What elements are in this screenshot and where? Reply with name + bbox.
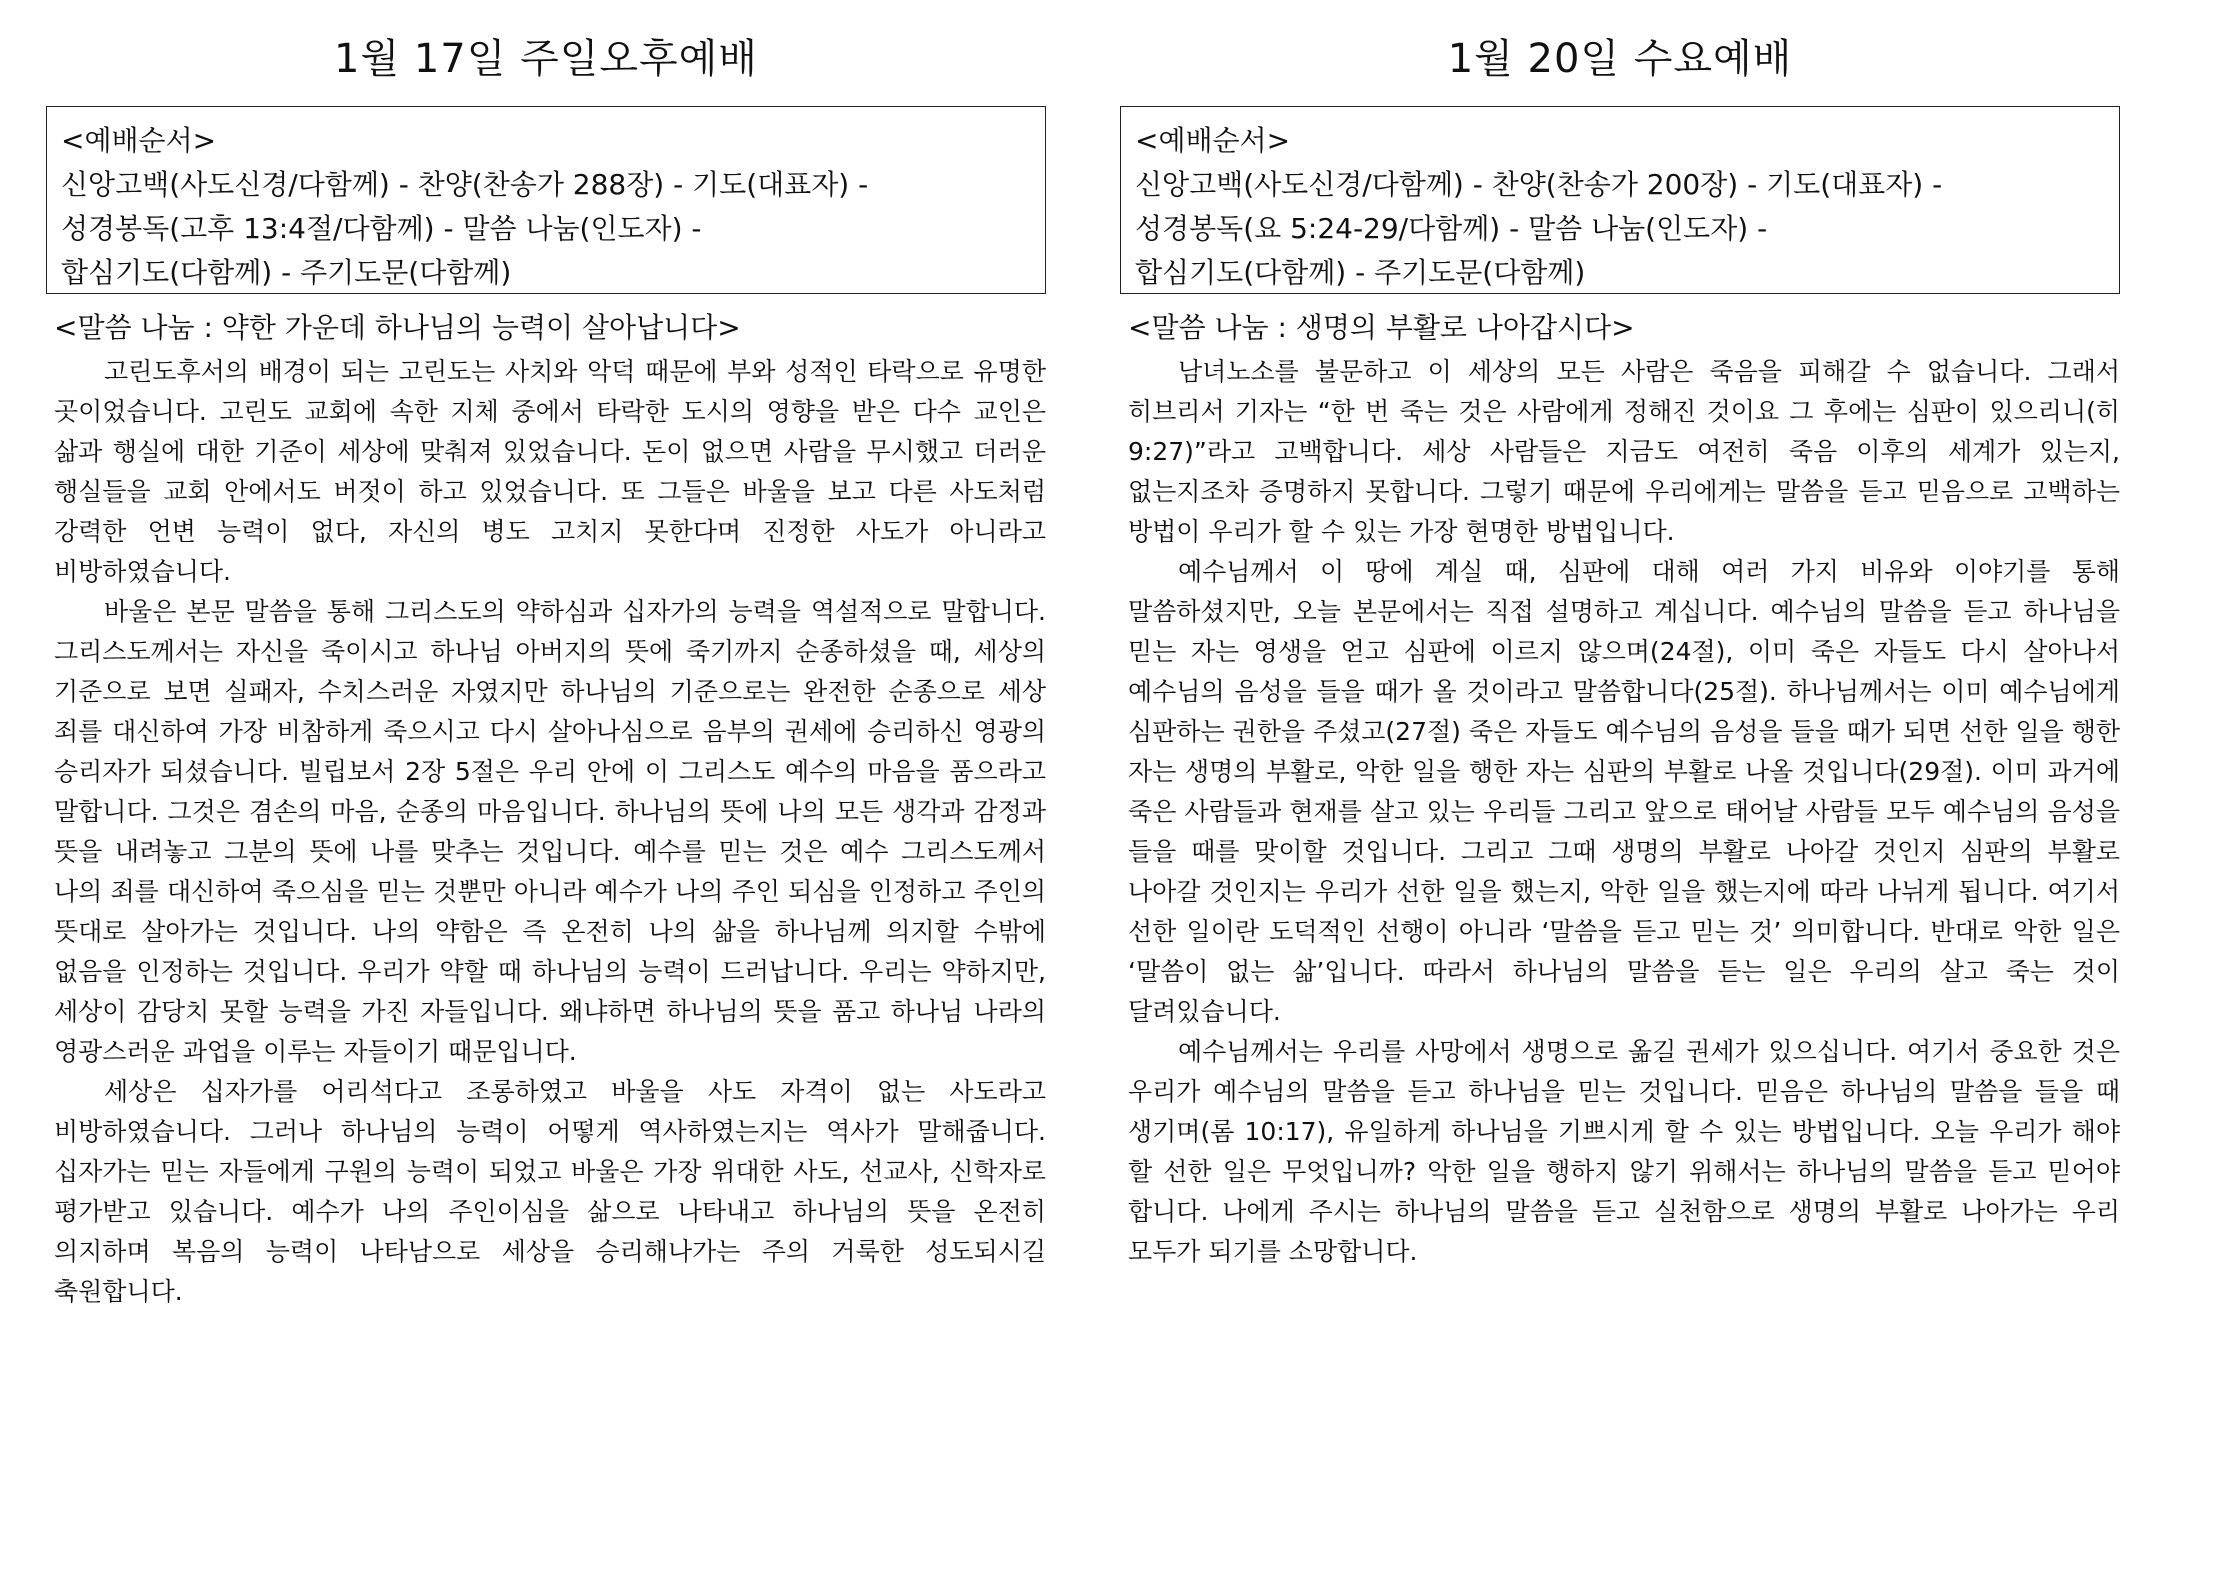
right-order-line-2: 성경봉독(요 5:24-29/다함께) - 말씀 나눔(인도자) - [1135, 212, 1768, 245]
left-order-line-1: 신앙고백(사도신경/다함께) - 찬양(찬송가 288장) - 기도(대표자) - [61, 168, 869, 201]
left-order-line-2: 성경봉독(고후 13:4절/다함께) - 말씀 나눔(인도자) - [61, 212, 702, 245]
left-paragraph-1: 고린도후서의 배경이 되는 고린도는 사치와 악덕 때문에 부와 성적인 타락으로 유명한 곳이었습니다. 고린도 교회에 속한 지체 중에서 타락한 도시의 영향을 받은 다수 교인은 삶과 행실에 대한 기준이 세상에 맞춰져 있었습니다. 돈이 없으면 사람을 무시했고 더러운 행실들을 교회 안에서도 버젓이 하고 있었습니다. 또 그들은 바울을 보고 다른 사도처럼 강력한 언변 능력이 없다, 자신의 병도 고치지 못한다며 진정한 사도가 아니라고 비방하였습니다. [54, 357, 1046, 586]
left-column [46, 0, 1046, 1312]
left-paragraph-2: 바울은 본문 말씀을 통해 그리스도의 약하심과 십자가의 능력을 역설적으로 말합니다. 그리스도께서는 자신을 죽이시고 하나님 아버지의 뜻에 죽기까지 순종하셨을 때, 세상의 기준으로 보면 실패자, 수치스러운 자였지만 하나님의 기준으로는 완전한 순종으로 세상 죄를 대신하여 가장 비참하게 죽으시고 다시 살아나심으로 음부의 권세에 승리하신 영광의 승리자가 되셨습니다. 빌립보서 2장 5절은 우리 안에 이 그리스도 예수의 마음을 품으라고 말합니다. 그것은 겸손의 마음, 순종의 마음입니다. 하나님의 뜻에 나의 모든 생각과 감정과 뜻을 내려놓고 그분의 뜻에 나를 맞추는 것입니다. 예수를 믿는 것은 예수 그리스도께서 나의 죄를 대신하여 죽으심을 믿는 것뿐만 아니라 예수가 나의 주인 되심을 인정하고 주인의 뜻대로 살아가는 것입니다. 나의 약함은 즉 온전히 나의 삶을 하나님께 의지할 수밖에 없음을 인정하는 것입니다. 우리가 약할 때 하나님의 능력이 드러납니다. 우리는 약하지만, 세상이 감당치 못할 능력을 가진 자들입니다. 왜냐하면 하나님의 뜻을 품고 하나님 나라의 영광스러운 과업을 이루는 자들이기 때문입니다. [54, 597, 1046, 1066]
right-page-title: 1월 20일 수요예배 [1447, 36, 1793, 82]
right-paragraph-2: 예수님께서 이 땅에 계실 때, 심판에 대해 여러 가지 비유와 이야기를 통해 말씀하셨지만, 오늘 본문에서는 직접 설명하고 계십니다. 예수님의 말씀을 듣고 하나님을 믿는 자는 영생을 얻고 심판에 이르지 않으며(24절), 이미 죽은 자들도 다시 살아나서 예수님의 음성을 들을 때가 올 것이라고 말씀합니다(25절). 하나님께서는 이미 예수님에게 심판하는 권한을 주셨고(27절) 죽은 자들도 예수님의 음성을 들을 때가 되면 선한 일을 행한 자는 생명의 부활로, 악한 일을 행한 자는 심판의 부활로 나올 것입니다(29절). 이미 과거에 죽은 사람들과 현재를 살고 있는 우리들 그리고 앞으로 태어날 사람들 모두 예수님의 음성을 들을 때를 맞이할 것입니다. 그리고 그때 생명의 부활로 나아갈 것인지 심판의 부활로 나아갈 것인지는 우리가 선한 일을 했는지, 악한 일을 했는지에 따라 나뉘게 됩니다. 여기서 선한 일이란 도덕적인 선행이 아니라 ‘말씀을 듣고 믿는 것’ 의미합니다. 반대로 악한 일은 ‘말씀이 없는 삶’입니다. 따라서 하나님의 말씀을 듣는 일은 우리의 살고 죽는 것이 달려있습니다. [1128, 557, 2120, 1026]
right-sermon-heading: <말씀 나눔 : 생명의 부활로 나아갑시다> [1128, 311, 1635, 344]
right-worship-order-box [1120, 106, 2120, 294]
left-paragraph-3: 세상은 십자가를 어리석다고 조롱하였고 바울을 사도 자격이 없는 사도라고 비방하였습니다. 그러나 하나님의 능력이 어떻게 역사하였는지는 역사가 말해줍니다. 십자가는 믿는 자들에게 구원의 능력이 되었고 바울은 가장 위대한 사도, 선교사, 신학자로 평가받고 있습니다. 예수가 나의 주인이심을 삶으로 나타내고 하나님의 뜻을 온전히 의지하며 복음의 능력이 나타남으로 세상을 승리해나가는 주의 거룩한 성도되시길 축원합니다. [54, 1077, 1046, 1306]
right-paragraph-3: 예수님께서는 우리를 사망에서 생명으로 옮길 권세가 있으십니다. 여기서 중요한 것은 우리가 예수님의 말씀을 듣고 하나님을 믿는 것입니다. 믿음은 하나님의 말씀을 들을 때 생기며(롬 10:17), 유일하게 하나님을 기쁘시게 할 수 있는 방법입니다. 오늘 우리가 해야 할 선한 일은 무엇입니까? 악한 일을 행하지 않기 위해서는 하나님의 말씀을 듣고 믿어야 합니다. 나에게 주시는 하나님의 말씀을 듣고 실천함으로 생명의 부활로 나아가는 우리 모두가 되기를 소망합니다. [1128, 1037, 2120, 1266]
left-page-title: 1월 17일 주일오후예배 [334, 36, 758, 82]
left-worship-order-box [46, 106, 1046, 294]
left-order-heading: <예배순서> [61, 124, 217, 157]
left-order-line-3: 합심기도(다함께) - 주기도문(다함께) [61, 256, 512, 289]
right-order-heading: <예배순서> [1135, 124, 1291, 157]
left-sermon-heading: <말씀 나눔 : 약한 가운데 하나님의 능력이 살아납니다> [54, 311, 741, 344]
right-paragraph-1: 남녀노소를 불문하고 이 세상의 모든 사람은 죽음을 피해갈 수 없습니다. 그래서 히브리서 기자는 “한 번 죽는 것은 사람에게 정해진 것이요 그 후에는 심판이 있으리니(히 9:27)”라고 고백합니다. 세상 사람들은 지금도 여전히 죽음 이후의 세계가 있는지, 없는지조차 증명하지 못합니다. 그렇기 때문에 우리에게는 말씀을 듣고 믿음으로 고백하는 방법이 우리가 할 수 있는 가장 현명한 방법입니다. [1128, 357, 2120, 546]
right-order-line-3: 합심기도(다함께) - 주기도문(다함께) [1135, 256, 1586, 289]
right-column [1120, 0, 2120, 1272]
right-order-line-1: 신앙고백(사도신경/다함께) - 찬양(찬송가 200장) - 기도(대표자) - [1135, 168, 1943, 201]
